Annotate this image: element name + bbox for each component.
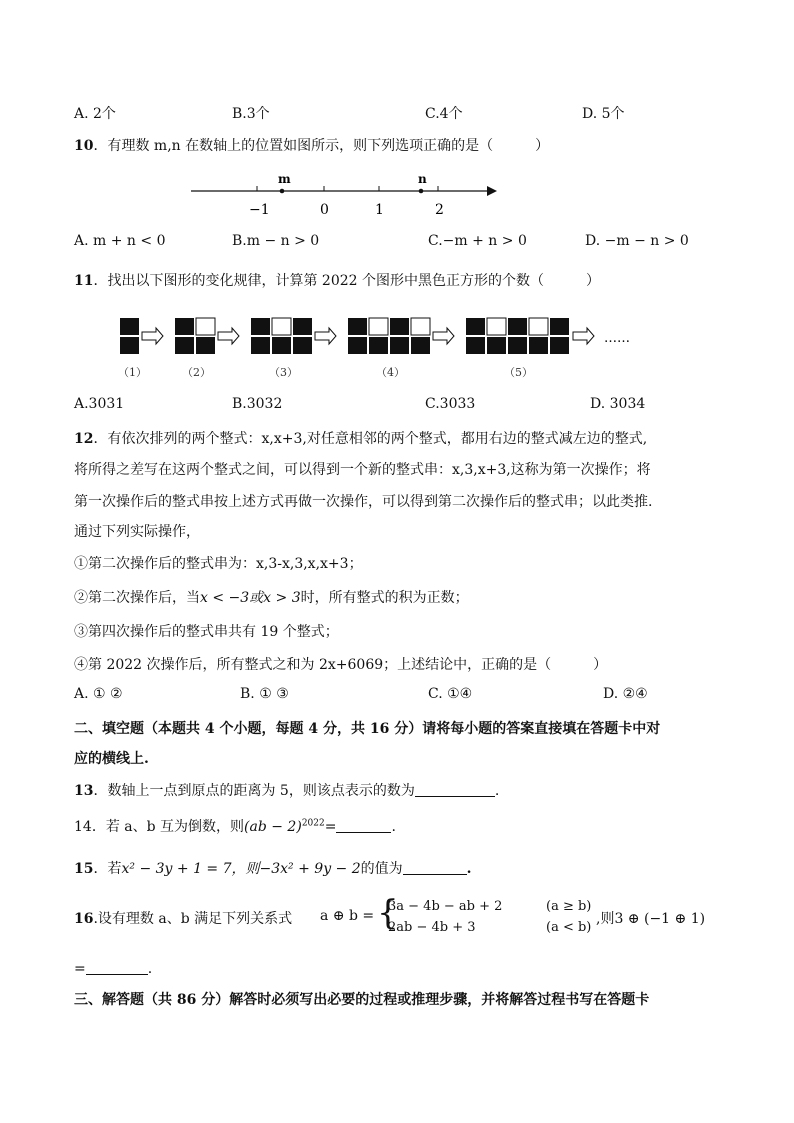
q12-statement-3: ③第四次操作后的整式串共有 19 个整式； xyxy=(74,624,339,640)
statement-text: 时，所有整式的积为正数； xyxy=(300,590,469,606)
q12-line-1 xyxy=(74,428,647,448)
q12-line-4: 通过下列实际操作， xyxy=(74,524,200,540)
q11-option-c: C.3033 xyxy=(425,396,476,412)
q14-equals: = xyxy=(324,819,337,835)
figure-label: （4） xyxy=(376,366,405,379)
figure-3 xyxy=(251,318,312,354)
q11-question xyxy=(74,270,600,290)
q12-option-b: B. ① ③ xyxy=(240,686,289,702)
figure-label: （1） xyxy=(118,366,147,379)
q14-question xyxy=(74,816,396,836)
q13-end: . xyxy=(494,783,500,799)
figure-label: （5） xyxy=(504,366,533,379)
q12-option-a: A. ① ② xyxy=(74,686,123,702)
arrow-right-icon xyxy=(315,328,336,344)
q9-option-d: D. 5个 xyxy=(582,106,625,122)
statement-text: ②第二次操作后，当 xyxy=(74,590,200,606)
statement-math: x < −3或x > 3 xyxy=(200,590,301,606)
q12-statement-1: ①第二次操作后的整式串为：x,3-x,3,x,x+3； xyxy=(74,556,363,572)
q12-option-d: D. ②④ xyxy=(603,686,648,702)
label-m: m xyxy=(278,172,291,186)
arrow-right-icon xyxy=(573,328,594,344)
q16-brace: { xyxy=(377,893,399,933)
q9-option-b: B.3个 xyxy=(232,106,270,122)
q10-option-a: A. m + n < 0 xyxy=(74,233,166,249)
q11-number: 11 xyxy=(74,273,94,289)
arrow-right-icon xyxy=(142,328,163,344)
q16-lhs: a ⊕ b = xyxy=(320,908,375,924)
figure-label: （3） xyxy=(269,366,298,379)
q11-option-b: B.3032 xyxy=(232,396,283,412)
q15-answer-blank[interactable] xyxy=(403,860,467,875)
q14-expression: (ab − 2) xyxy=(244,819,302,835)
q10-text: ．有理数 m,n 在数轴上的位置如图所示，则下列选项正确的是（ ） xyxy=(93,138,550,154)
q10-option-b: B.m − n > 0 xyxy=(232,233,320,249)
q12-line-2: 将所得之差写在这两个整式之间，可以得到一个新的整式串：x,3,x+3,这称为第一次操作；将 xyxy=(74,462,651,478)
q14-answer-blank[interactable] xyxy=(336,818,391,833)
q12-statement-2 xyxy=(74,587,469,607)
figure-5 xyxy=(466,318,569,354)
tick-label: −1 xyxy=(249,202,270,218)
q15-question xyxy=(74,858,472,878)
q10-number: 10 xyxy=(74,138,94,154)
q14-end: . xyxy=(391,819,396,835)
q13-answer-blank[interactable] xyxy=(415,782,495,797)
q12-statement-4: ④第 2022 次操作后，所有整式之和为 2x+6069；上述结论中，正确的是（ ） xyxy=(74,657,608,673)
q12-number: 12 xyxy=(74,431,94,447)
arrow-right-icon xyxy=(218,328,239,344)
q10-option-c: C.−m + n > 0 xyxy=(428,233,527,249)
q10-question xyxy=(74,135,549,155)
q16-question xyxy=(74,908,292,928)
figure-1 xyxy=(120,318,139,354)
q11-option-a: A.3031 xyxy=(74,396,125,412)
q16-text: .设有理数 a、b 满足下列关系式 xyxy=(93,911,293,927)
q9-option-a: A. 2个 xyxy=(74,106,116,122)
q16-answer-blank[interactable] xyxy=(86,960,148,975)
axis-arrow xyxy=(487,186,497,196)
point-m xyxy=(280,189,285,194)
q16-end: . xyxy=(147,961,153,977)
q11-pattern-figure xyxy=(118,316,648,384)
q14-exponent: 2022 xyxy=(301,818,325,829)
arrow-right-icon xyxy=(433,328,454,344)
figure-label: （2） xyxy=(182,366,211,379)
q15-expression: x² − 3y + 1 = 7，则−3x² + 9y − 2 xyxy=(121,861,361,877)
q16-tail: ,则3 ⊕ (−1 ⊕ 1) xyxy=(596,911,706,927)
tick-label: 2 xyxy=(435,202,444,218)
q16-answer-line xyxy=(74,960,152,977)
pattern-ellipsis: …… xyxy=(604,331,630,346)
q16-case-1: 3a − 4b − ab + 2 xyxy=(388,899,503,914)
tick-label: 0 xyxy=(320,202,329,218)
point-n xyxy=(419,189,424,194)
section-2-heading-line-1: 二、填空题（本题共 4 个小题，每题 4 分，共 16 分）请将每小题的答案直接填在答题卡中对 xyxy=(74,721,661,737)
q12-text: ．有依次排列的两个整式：x,x+3,对任意相邻的两个整式，都用右边的整式减左边的整式, xyxy=(93,431,648,447)
q15-text: ．若 xyxy=(93,861,122,877)
q14-text: 14．若 a、b 互为倒数，则 xyxy=(74,819,245,835)
figure-4 xyxy=(348,318,430,354)
q10-number-line xyxy=(185,168,505,220)
q15-number: 15 xyxy=(74,861,94,877)
q11-option-d: D. 3034 xyxy=(590,396,646,412)
q13-question xyxy=(74,780,499,800)
tick-label: 1 xyxy=(375,202,384,218)
q15-text: 的值为 xyxy=(360,861,403,877)
q11-text: ．找出以下图形的变化规律，计算第 2022 个图形中黑色正方形的个数（ ） xyxy=(93,273,601,289)
q16-condition-2: (a < b) xyxy=(546,920,592,935)
q16-case-2: 2ab − 4b + 3 xyxy=(388,920,476,935)
q16-equals: = xyxy=(74,961,86,977)
section-3-heading: 三、解答题（共 86 分）解答时必须写出必要的过程或推理步骤，并将解答过程书写在答题卡 xyxy=(74,992,650,1008)
q15-end: . xyxy=(466,861,472,877)
section-2-heading-line-2: 应的横线上. xyxy=(74,751,149,767)
q16-number: 16 xyxy=(74,911,94,927)
q12-option-c: C. ①④ xyxy=(428,686,473,702)
q16-condition-1: (a ≥ b) xyxy=(546,899,592,914)
q9-option-c: C.4个 xyxy=(425,106,463,122)
q12-line-3: 第一次操作后的整式串按上述方式再做一次操作，可以得到第二次操作后的整式串；以此类推. xyxy=(74,494,653,510)
q13-text: ．数轴上一点到原点的距离为 5，则该点表示的数为 xyxy=(93,783,415,799)
q10-option-d: D. −m − n > 0 xyxy=(585,233,689,249)
label-n: n xyxy=(418,172,427,186)
figure-2 xyxy=(175,318,215,354)
q13-number: 13 xyxy=(74,783,94,799)
